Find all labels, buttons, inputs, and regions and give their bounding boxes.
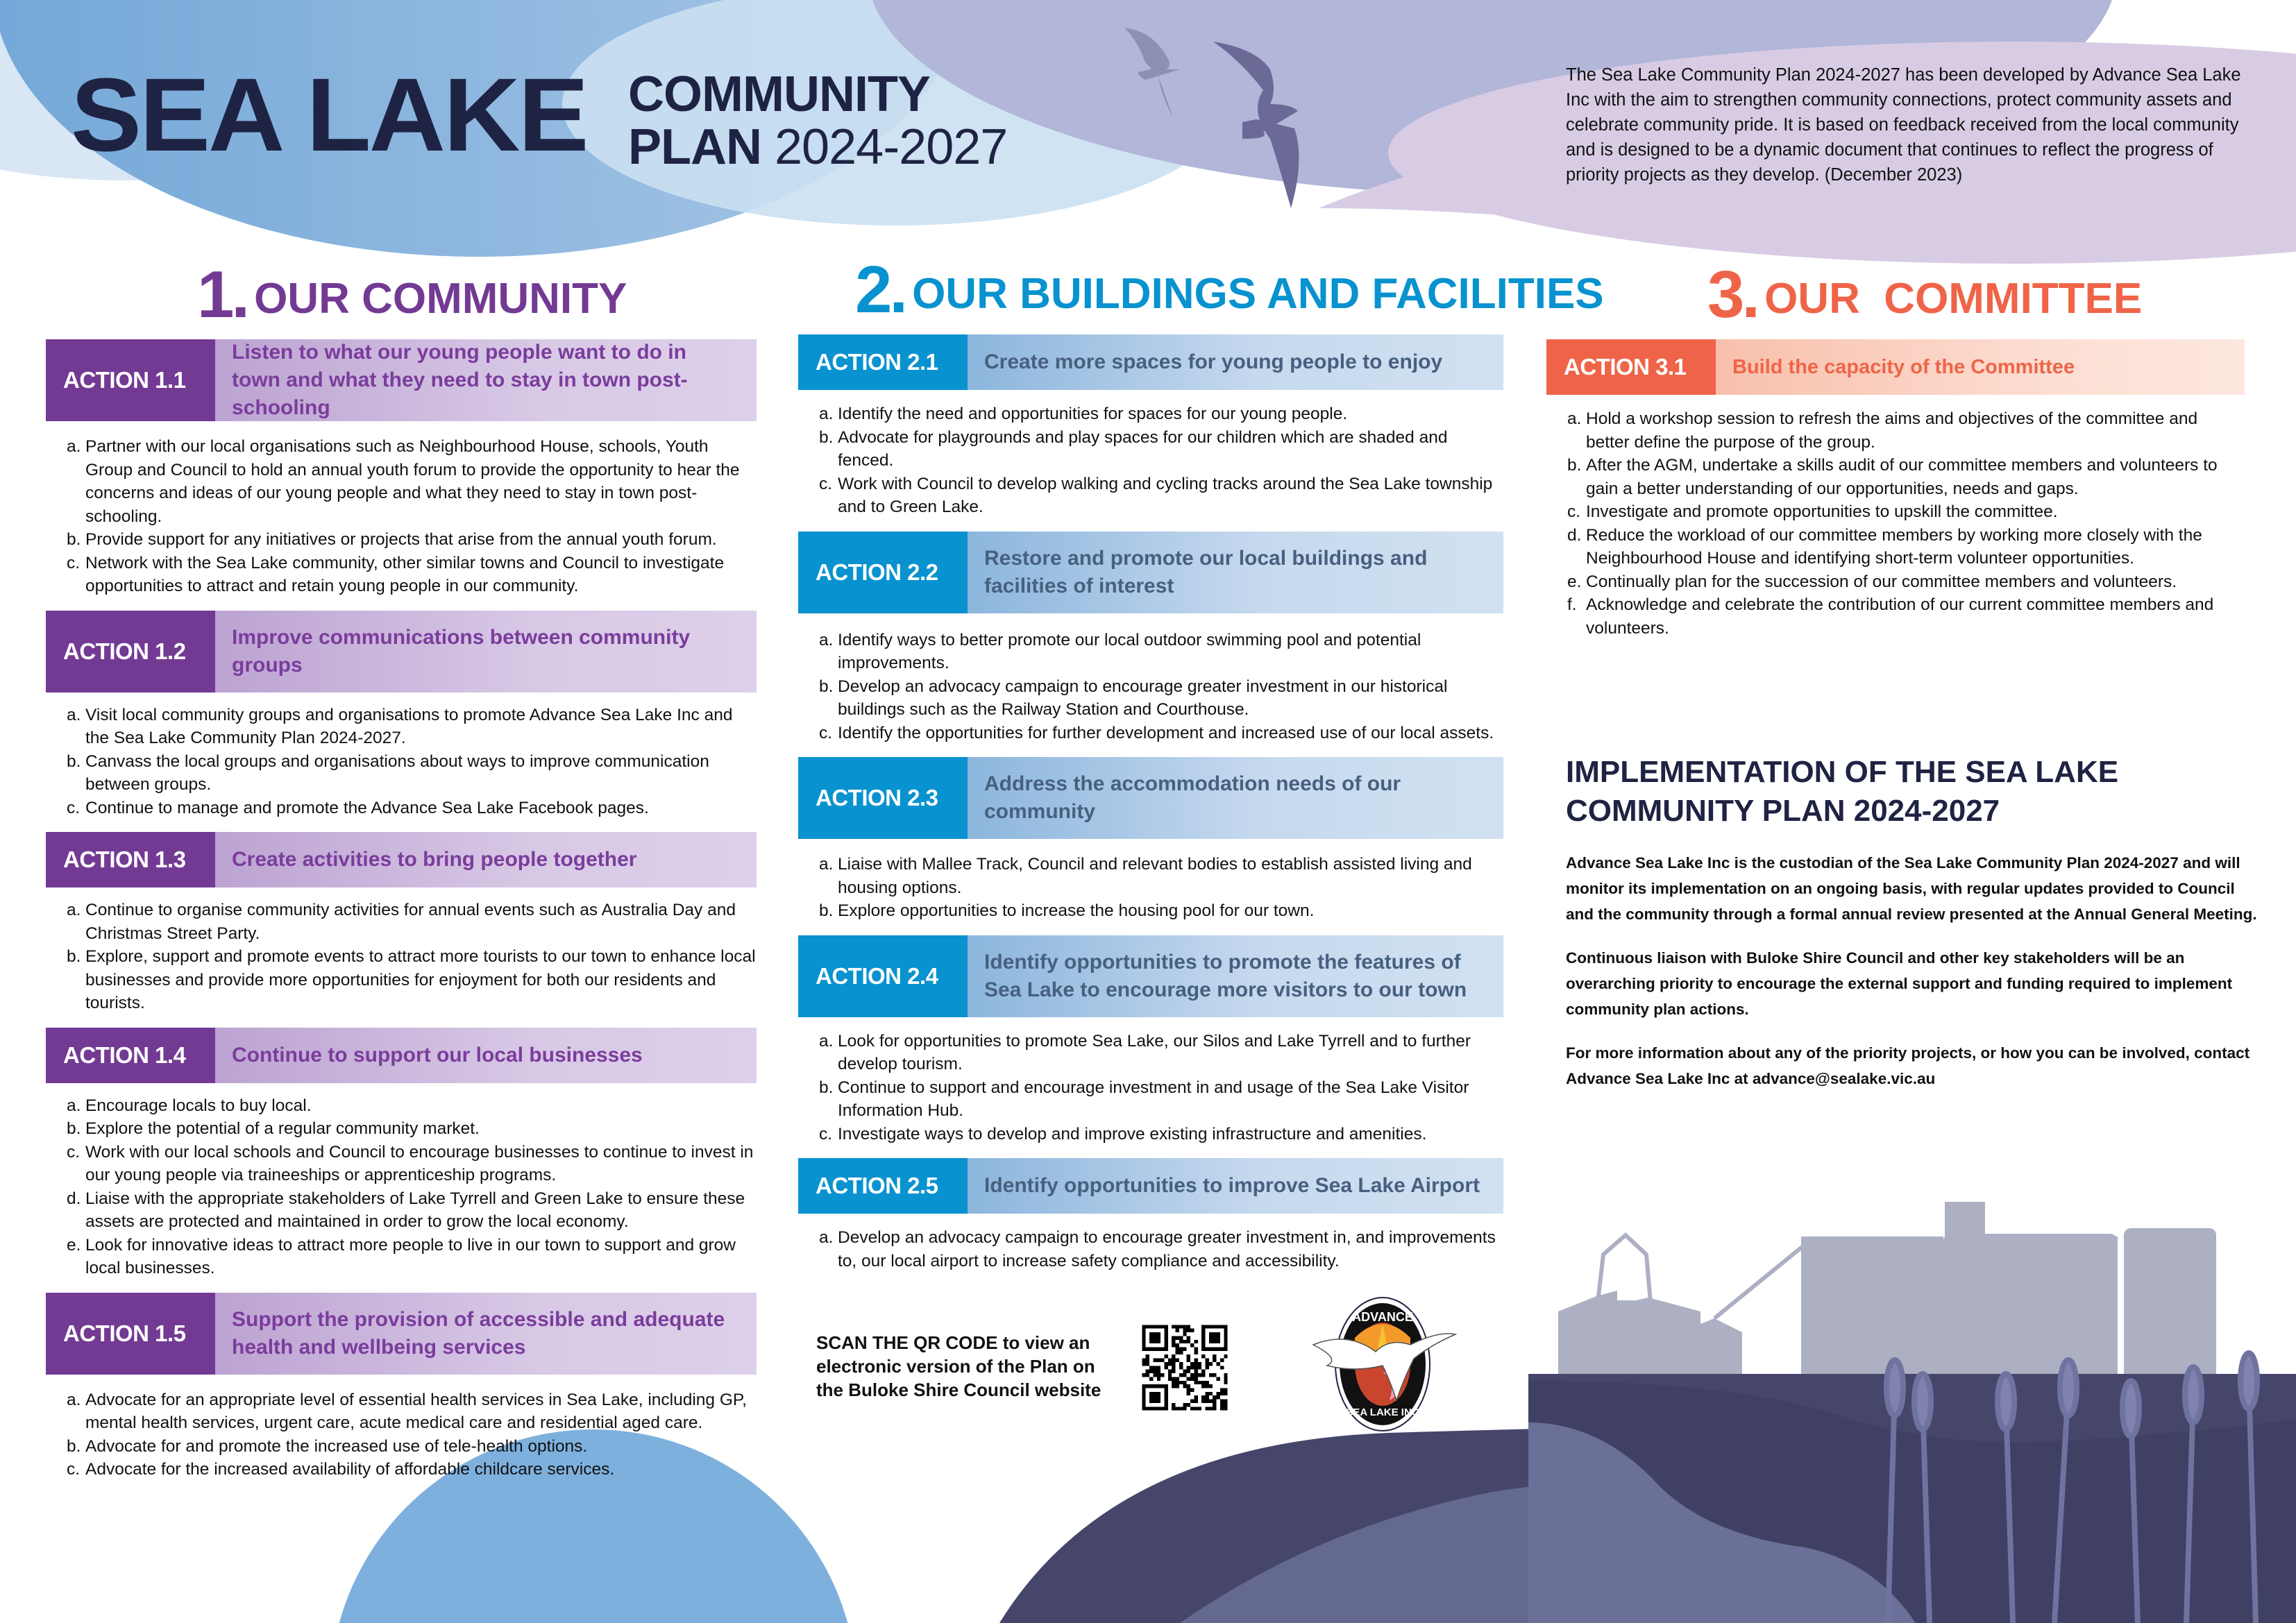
intro-paragraph: The Sea Lake Community Plan 2024-2027 has been developed by Advance Sea Lake Inc with the aim to strengthen community connections, protect community assets and celebrate community pride. It is based on feedback received from the local community and is designed to be a dynamic document that continues to reflect the progress of priority projects as they develop. (December 2023) bbox=[1566, 65, 2241, 185]
page-subtitle bbox=[628, 68, 1007, 173]
item-text: Identify the need and opportunities for spaces for our young people. bbox=[838, 405, 1348, 423]
action-item bbox=[1567, 524, 2245, 570]
item-text: Visit local community groups and organisations to promote Advance Sea Lake Inc and the Sea Lake Community Plan 2024-2027. bbox=[85, 705, 733, 747]
item-text: Encourage locals to buy local. bbox=[85, 1096, 312, 1115]
item-letter: c. bbox=[819, 1124, 833, 1144]
action-item bbox=[819, 722, 1503, 745]
item-letter: b. bbox=[67, 947, 81, 966]
item-letter: a. bbox=[67, 901, 81, 919]
section-number: 1. bbox=[197, 257, 248, 332]
action-header bbox=[798, 935, 1503, 1017]
subtitle-years: 2024-2027 bbox=[775, 119, 1008, 175]
item-text: Acknowledge and celebrate the contribution of our current committee members and volunteers. bbox=[1586, 595, 2214, 638]
action-item bbox=[819, 426, 1503, 473]
action-label: ACTION 1.2 bbox=[46, 611, 215, 692]
item-text: Liaise with the appropriate stakeholders of Lake Tyrrell and Green Lake to ensure these assets are protected and maintained in order to grow the local economy. bbox=[85, 1189, 745, 1231]
action-item-list bbox=[798, 1226, 1503, 1273]
item-letter: b. bbox=[67, 1436, 81, 1456]
action-header bbox=[1546, 339, 2245, 395]
item-letter: b. bbox=[819, 427, 834, 447]
action-label: ACTION 1.4 bbox=[46, 1028, 215, 1083]
item-text: Advocate for playgrounds and play spaces for our children which are shaded and fenced. bbox=[838, 427, 1448, 470]
implementation-title: IMPLEMENTATION OF THE SEA LAKE COMMUNITY PLAN 2024-2027 bbox=[1566, 755, 2119, 828]
action-item bbox=[819, 853, 1503, 899]
section-our-community bbox=[46, 257, 757, 1481]
section-our-buildings-and-facilities bbox=[798, 253, 1604, 1273]
action-item bbox=[67, 797, 757, 820]
implementation-paragraph: Advance Sea Lake Inc is the custodian of the Sea Lake Community Plan 2024-2027 and will monitor its implementation on an ongoing basis, with regular updates provided to Council and the community through a formal annual review presented at the Annual General Meeting. bbox=[1566, 854, 2257, 923]
implementation-body bbox=[1566, 850, 2267, 1110]
section-our-committee bbox=[1546, 257, 2245, 640]
action-goal: Improve communications between community groups bbox=[215, 611, 757, 692]
action-item bbox=[819, 1123, 1503, 1146]
action-header bbox=[798, 532, 1503, 613]
item-text: Provide support for any initiatives or projects that arise from the annual youth forum. bbox=[85, 530, 717, 549]
item-text: Reduce the workload of our committee members by working more closely with the Neighbourhood House and identifying short-term volunteer opportunities. bbox=[1586, 525, 2202, 568]
action-header bbox=[46, 1028, 757, 1083]
action-item bbox=[1567, 454, 2245, 500]
item-letter: a. bbox=[819, 1031, 834, 1051]
action-item bbox=[67, 1435, 757, 1459]
action-label: ACTION 1.5 bbox=[46, 1293, 215, 1375]
action-goal: Create more spaces for young people to enjoy bbox=[968, 334, 1503, 390]
item-letter: a. bbox=[67, 437, 81, 456]
item-letter: b. bbox=[819, 901, 834, 920]
item-letter: b. bbox=[819, 1078, 834, 1097]
qr-lead: SCAN THE QR CODE bbox=[816, 1332, 998, 1353]
action-goal: Build the capacity of the Committee bbox=[1716, 339, 2245, 395]
item-text: After the AGM, undertake a skills audit of our committee members and volunteers to gain a better understanding of our opportunities, needs and gaps. bbox=[1586, 456, 2218, 498]
section-number: 3. bbox=[1707, 257, 1758, 332]
item-text: Canvass the local groups and organisations about ways to improve communication between groups. bbox=[85, 751, 709, 794]
item-text: Liaise with Mallee Track, Council and relevant bodies to establish assisted living and housing options. bbox=[838, 855, 1472, 897]
action-item bbox=[67, 750, 757, 797]
action-item bbox=[819, 629, 1503, 675]
action-header bbox=[46, 832, 757, 887]
action-label: ACTION 1.1 bbox=[46, 339, 215, 421]
section-title: OUR BUILDINGS AND FACILITIES bbox=[912, 270, 1604, 318]
action-header bbox=[798, 757, 1503, 839]
subtitle-plan: PLAN bbox=[628, 119, 761, 175]
action-header bbox=[798, 334, 1503, 390]
section-title: OUR COMMUNITY bbox=[254, 275, 627, 323]
action-item bbox=[819, 1030, 1503, 1076]
action-label: ACTION 1.3 bbox=[46, 832, 215, 887]
action-goal: Support the provision of accessible and adequate health and wellbeing services bbox=[215, 1293, 757, 1375]
action-item bbox=[67, 1458, 757, 1481]
qr-text: to view an electronic version of the Plan on the Buloke Shire Council website bbox=[816, 1332, 1101, 1400]
item-letter: a. bbox=[819, 630, 834, 649]
item-letter: b. bbox=[1567, 456, 1582, 475]
qr-code-icon[interactable] bbox=[1138, 1321, 1231, 1414]
action-label: ACTION 3.1 bbox=[1546, 339, 1716, 395]
item-letter: a. bbox=[67, 705, 81, 724]
action-goal: Identify opportunities to promote the features of Sea Lake to encourage more visitors to our town bbox=[968, 935, 1503, 1017]
item-letter: e. bbox=[1567, 572, 1582, 591]
item-letter: a. bbox=[819, 1228, 834, 1247]
item-letter: a. bbox=[819, 855, 834, 874]
item-text: Identify ways to better promote our local outdoor swimming pool and potential improvements. bbox=[838, 630, 1421, 672]
item-letter: b. bbox=[819, 677, 834, 696]
action-item bbox=[819, 1226, 1503, 1273]
item-letter: c. bbox=[1567, 502, 1581, 521]
action-item bbox=[67, 945, 757, 1015]
logo-bottom-text: SEA LAKE INC bbox=[1346, 1407, 1419, 1418]
item-text: Continue to manage and promote the Advance Sea Lake Facebook pages. bbox=[85, 798, 649, 817]
item-text: Network with the Sea Lake community, other similar towns and Council to investigate opportunities to attract and retain young people in our community. bbox=[85, 553, 725, 595]
item-text: Work with Council to develop walking and cycling tracks around the Sea Lake township and to Green Lake. bbox=[838, 474, 1493, 516]
item-text: Identify the opportunities for further development and increased use of our local assets. bbox=[838, 723, 1494, 742]
item-text: Hold a workshop session to refresh the aims and objectives of the committee and better define the purpose of the group. bbox=[1586, 409, 2198, 452]
action-label: ACTION 2.5 bbox=[798, 1158, 968, 1214]
logo-top-text: ADVANCE bbox=[1352, 1310, 1413, 1324]
item-text: Investigate ways to develop and improve existing infrastructure and amenities. bbox=[838, 1124, 1427, 1144]
action-item-list bbox=[46, 1094, 757, 1280]
item-letter: b. bbox=[67, 751, 81, 771]
item-letter: a. bbox=[819, 405, 834, 423]
action-item-list bbox=[798, 629, 1503, 745]
action-item bbox=[67, 552, 757, 598]
action-item bbox=[819, 402, 1503, 426]
item-letter: c. bbox=[67, 553, 81, 572]
section-title: OUR COMMITTEE bbox=[1764, 275, 2143, 323]
action-item bbox=[819, 473, 1503, 519]
action-header bbox=[46, 611, 757, 692]
action-goal: Create activities to bring people together bbox=[215, 832, 757, 887]
action-item bbox=[67, 1234, 757, 1280]
item-text: Continue to support and encourage investment in and usage of the Sea Lake Visitor Information Hub. bbox=[838, 1078, 1469, 1120]
section-heading bbox=[1546, 257, 2245, 332]
item-letter: d. bbox=[67, 1189, 81, 1208]
item-text: Investigate and promote opportunities to upskill the committee. bbox=[1586, 502, 2058, 521]
action-item bbox=[67, 704, 757, 750]
action-label: ACTION 2.1 bbox=[798, 334, 968, 390]
action-goal: Address the accommodation needs of our community bbox=[968, 757, 1503, 839]
action-item bbox=[1567, 500, 2245, 524]
action-header bbox=[46, 339, 757, 421]
implementation-paragraph: Continuous liaison with Buloke Shire Council and other key stakeholders will be an overarching priority to encourage the external support and funding required to implement community plan actions. bbox=[1566, 949, 2233, 1018]
page-title: SEA LAKE bbox=[71, 56, 587, 173]
item-letter: a. bbox=[1567, 409, 1582, 428]
subtitle-line-2 bbox=[628, 121, 1007, 173]
action-item-list bbox=[798, 853, 1503, 923]
action-item bbox=[67, 1388, 757, 1435]
action-label: ACTION 2.3 bbox=[798, 757, 968, 839]
action-item bbox=[819, 675, 1503, 722]
action-goal: Listen to what our young people want to do in town and what they need to stay in town post-schooling bbox=[215, 339, 757, 421]
item-text: Advocate for the increased availability of affordable childcare services. bbox=[85, 1460, 615, 1479]
action-header bbox=[798, 1158, 1503, 1214]
item-text: Advocate for and promote the increased use of tele-health options. bbox=[85, 1436, 588, 1456]
item-letter: c. bbox=[67, 798, 81, 817]
item-letter: d. bbox=[1567, 525, 1582, 545]
action-item-list bbox=[46, 899, 757, 1015]
item-letter: f. bbox=[1567, 595, 1577, 614]
action-item-list bbox=[798, 1030, 1503, 1146]
implementation-paragraph: For more information about any of the priority projects, or how you can be involved, contact Advance Sea Lake Inc at advance@sealake.vic.au bbox=[1566, 1044, 2250, 1087]
item-text: Explore opportunities to increase the housing pool for our town. bbox=[838, 901, 1315, 920]
item-letter: b. bbox=[67, 530, 81, 549]
action-item bbox=[819, 1076, 1503, 1123]
item-letter: c. bbox=[67, 1142, 81, 1162]
section-number: 2. bbox=[855, 253, 906, 327]
advance-sea-lake-logo bbox=[1299, 1296, 1466, 1432]
action-item bbox=[67, 1141, 757, 1187]
action-goal: Identify opportunities to improve Sea Lake Airport bbox=[968, 1158, 1503, 1214]
item-letter: c. bbox=[819, 723, 833, 742]
action-item bbox=[67, 1094, 757, 1118]
action-header bbox=[46, 1293, 757, 1375]
item-letter: b. bbox=[67, 1119, 81, 1138]
item-text: Continue to organise community activities for annual events such as Australia Day and Christmas Street Party. bbox=[85, 901, 736, 943]
section-heading bbox=[798, 253, 1604, 327]
action-item bbox=[1567, 407, 2245, 454]
action-item bbox=[67, 899, 757, 945]
section-heading bbox=[46, 257, 757, 332]
qr-instructions bbox=[816, 1331, 1115, 1402]
item-text: Work with our local schools and Council to encourage businesses to continue to invest in our young people via traineeships or apprenticeship programs. bbox=[85, 1142, 754, 1184]
item-text: Advocate for an appropriate level of essential health services in Sea Lake, including GP, mental health services, urgent care, acute medical care and residential aged care. bbox=[85, 1390, 747, 1432]
action-item bbox=[67, 528, 757, 552]
action-item bbox=[1567, 570, 2245, 594]
item-text: Develop an advocacy campaign to encourage greater investment in, and improvements to, our local airport to increase safety compliance and accessibility. bbox=[838, 1228, 1496, 1271]
item-text: Continually plan for the succession of our committee members and volunteers. bbox=[1586, 572, 2177, 591]
action-item bbox=[67, 1117, 757, 1141]
action-item bbox=[1567, 593, 2245, 640]
action-item bbox=[67, 1187, 757, 1234]
item-letter: a. bbox=[67, 1096, 81, 1115]
item-text: Partner with our local organisations such as Neighbourhood House, schools, Youth Group and Council to hold an annual youth forum to provide the opportunity to hear the concerns and ideas of our young people and what they need to stay in town post-schooling. bbox=[85, 437, 740, 526]
action-item-list bbox=[46, 435, 757, 598]
item-text: Develop an advocacy campaign to encourage greater investment in our historical buildings such as the Railway Station and Courthouse. bbox=[838, 677, 1448, 719]
action-item-list bbox=[1546, 407, 2245, 640]
action-label: ACTION 2.2 bbox=[798, 532, 968, 613]
action-item-list bbox=[46, 1388, 757, 1481]
action-label: ACTION 2.4 bbox=[798, 935, 968, 1017]
action-item bbox=[67, 435, 757, 528]
action-item-list bbox=[46, 704, 757, 820]
item-letter: e. bbox=[67, 1235, 81, 1255]
action-goal: Continue to support our local businesses bbox=[215, 1028, 757, 1083]
item-text: Explore, support and promote events to attract more tourists to our town to enhance local businesses and provide more opportunities for enjoyment for both our residents and tourists. bbox=[85, 947, 756, 1012]
item-text: Look for innovative ideas to attract more people to live in our town to support and grow local businesses. bbox=[85, 1235, 736, 1277]
subtitle-line-1: COMMUNITY bbox=[628, 67, 930, 122]
item-text: Explore the potential of a regular community market. bbox=[85, 1119, 480, 1138]
item-letter: c. bbox=[819, 474, 833, 493]
action-item-list bbox=[798, 402, 1503, 519]
item-letter: a. bbox=[67, 1390, 81, 1409]
action-item bbox=[819, 899, 1503, 923]
item-letter: c. bbox=[67, 1460, 81, 1479]
action-goal: Restore and promote our local buildings and facilities of interest bbox=[968, 532, 1503, 613]
item-text: Look for opportunities to promote Sea Lake, our Silos and Lake Tyrrell and to further develop tourism. bbox=[838, 1031, 1471, 1073]
